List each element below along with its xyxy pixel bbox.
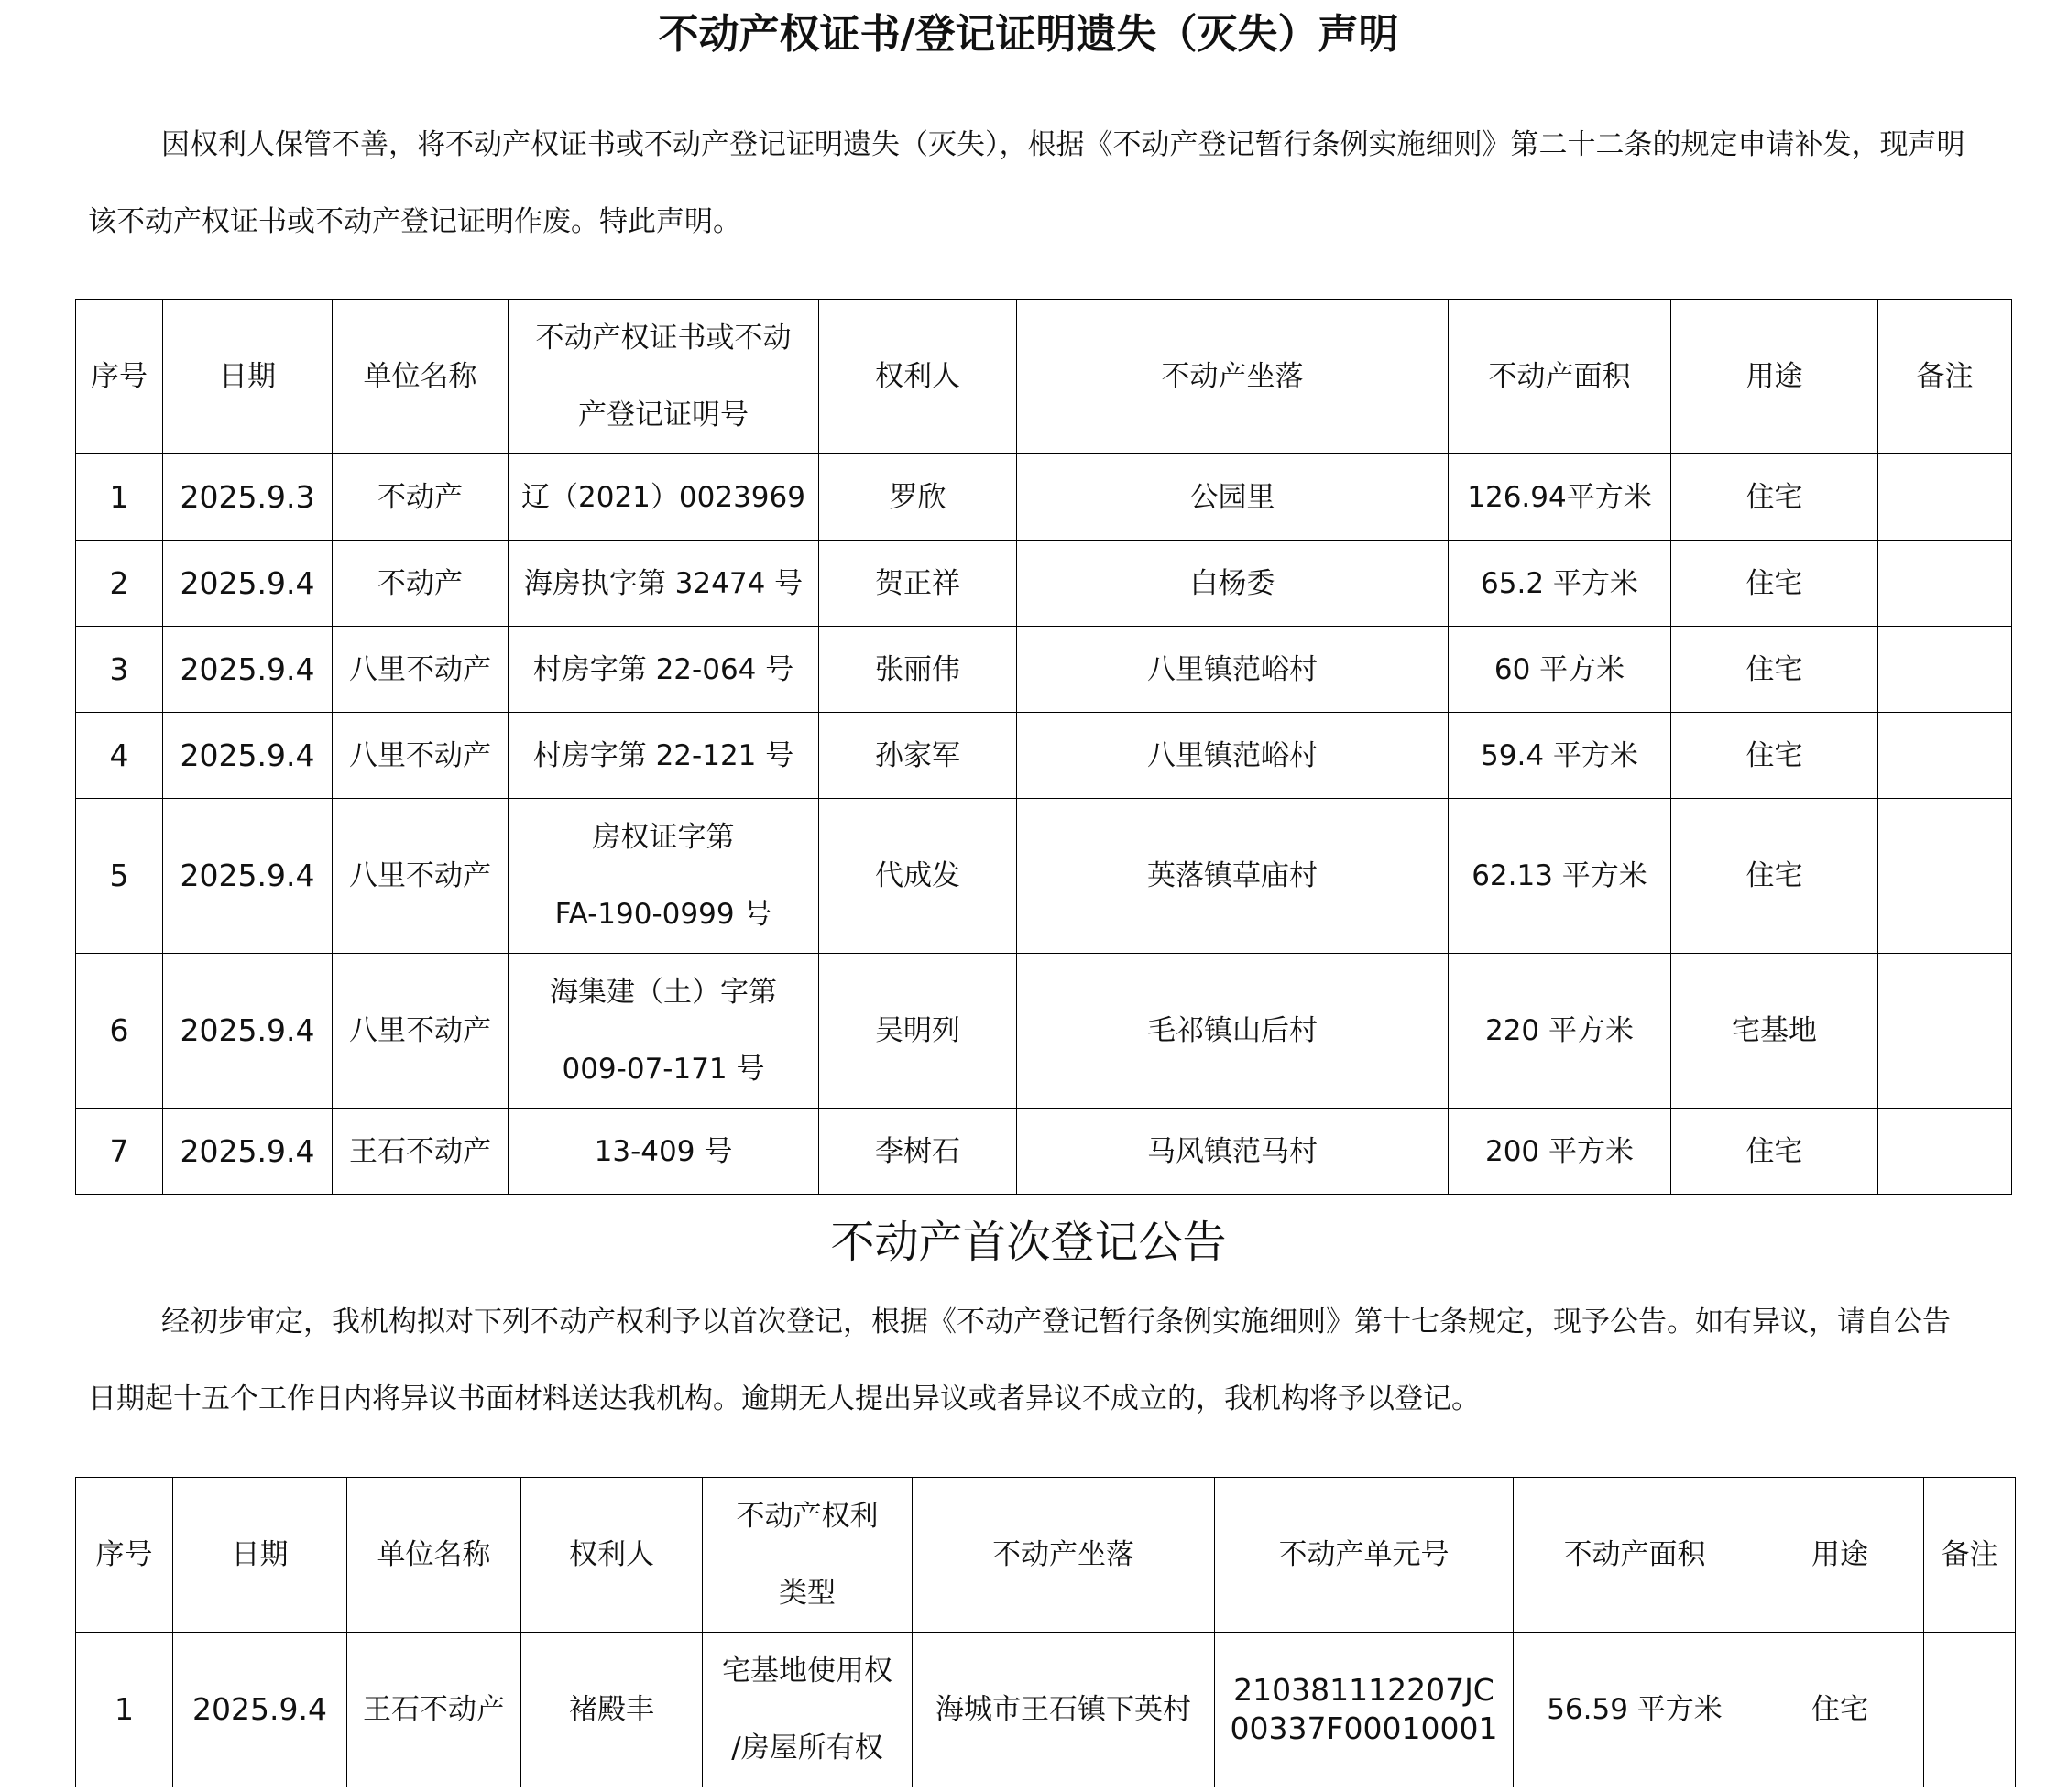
table-row — [76, 1633, 2016, 1787]
cell-cert — [509, 799, 819, 954]
header-area: 不动产面积 — [1514, 1478, 1756, 1633]
header-holder: 权利人 — [521, 1478, 703, 1633]
cell-holder: 代成发 — [819, 799, 1017, 954]
cell-use: 宅基地 — [1671, 954, 1878, 1109]
table-row — [76, 454, 2012, 541]
cell-seq: 1 — [76, 1633, 173, 1787]
header-location: 不动产坐落 — [913, 1478, 1215, 1633]
cell-date: 2025.9.4 — [163, 627, 333, 713]
header-date: 日期 — [163, 300, 333, 454]
table-row — [76, 799, 2012, 954]
cell-holder: 贺正祥 — [819, 541, 1017, 627]
header-location: 不动产坐落 — [1017, 300, 1449, 454]
cell-cert: 13-409 号 — [509, 1109, 819, 1195]
cell-area: 126.94平方米 — [1449, 454, 1671, 541]
header-area: 不动产面积 — [1449, 300, 1671, 454]
table-header-row — [76, 300, 2012, 454]
cell-unit: 不动产 — [333, 541, 509, 627]
cell-location: 海城市王石镇下英村 — [913, 1633, 1215, 1787]
announcement-paragraph: 经初步审定，我机构拟对下列不动产权利予以首次登记，根据《不动产登记暂行条例实施细则》第十七条规定，现予公告。如有异议，请自公告日期起十五个工作日内将异议书面材料送达我机构。逾期无人提出异议或者异议不成立的，我机构将予以登记。 — [88, 1306, 1951, 1415]
header-right-type-line2: 类型 — [779, 1577, 836, 1610]
cell-holder: 张丽伟 — [819, 627, 1017, 713]
cell-area: 220 平方米 — [1449, 954, 1671, 1109]
cell-remark — [1878, 541, 2012, 627]
cell-unit: 王石不动产 — [333, 1109, 509, 1195]
cell-seq: 3 — [76, 627, 163, 713]
cell-remark — [1924, 1633, 2016, 1787]
cell-cert-line1: 房权证字第 — [592, 821, 735, 854]
announcement-title: 不动产首次登记公告 — [830, 1217, 1227, 1268]
cell-remark — [1878, 713, 2012, 799]
header-seq: 序号 — [76, 300, 163, 454]
cell-remark — [1878, 799, 2012, 954]
header-unit: 单位名称 — [333, 300, 509, 454]
cell-right-type — [703, 1633, 913, 1787]
cell-unit-number — [1215, 1633, 1514, 1787]
table-row — [76, 1109, 2012, 1195]
cell-unit: 不动产 — [333, 454, 509, 541]
cell-use: 住宅 — [1671, 541, 1878, 627]
header-remark: 备注 — [1878, 300, 2012, 454]
cell-seq: 4 — [76, 713, 163, 799]
cell-cert-line1: 海集建（土）字第 — [550, 976, 777, 1009]
cell-date: 2025.9.4 — [163, 954, 333, 1109]
table-row — [76, 954, 2012, 1109]
cell-unit: 八里不动产 — [333, 627, 509, 713]
cell-use: 住宅 — [1671, 1109, 1878, 1195]
header-cert — [509, 300, 819, 454]
cell-cert: 海房执字第 32474 号 — [509, 541, 819, 627]
cell-use: 住宅 — [1756, 1633, 1924, 1787]
cell-cert-line2: FA-190-0999 号 — [554, 898, 772, 931]
cell-holder: 罗欣 — [819, 454, 1017, 541]
cell-unit: 八里不动产 — [333, 799, 509, 954]
cell-seq: 6 — [76, 954, 163, 1109]
cell-use: 住宅 — [1671, 799, 1878, 954]
cell-holder: 褚殿丰 — [521, 1633, 703, 1787]
header-use: 用途 — [1756, 1478, 1924, 1633]
header-cert-line1: 不动产权证书或不动 — [535, 322, 792, 355]
cell-unit-number-line1: 210381112207JC — [1233, 1672, 1494, 1708]
notice-title: 不动产权证书/登记证明遗失（灭失）声明 — [658, 11, 1399, 58]
cell-area: 59.4 平方米 — [1449, 713, 1671, 799]
cell-date: 2025.9.4 — [163, 541, 333, 627]
cell-seq: 2 — [76, 541, 163, 627]
cell-unit: 八里不动产 — [333, 954, 509, 1109]
cell-area: 56.59 平方米 — [1514, 1633, 1756, 1787]
cell-remark — [1878, 627, 2012, 713]
header-right-type — [703, 1478, 913, 1633]
cell-cert: 村房字第 22-064 号 — [509, 627, 819, 713]
cell-location: 白杨委 — [1017, 541, 1449, 627]
cell-date: 2025.9.3 — [163, 454, 333, 541]
cell-location: 八里镇范峪村 — [1017, 627, 1449, 713]
cell-right-type-line2: /房屋所有权 — [731, 1732, 883, 1765]
cell-seq: 7 — [76, 1109, 163, 1195]
table-header-row — [76, 1478, 2016, 1633]
cell-cert-line2: 009-07-171 号 — [562, 1053, 765, 1086]
cell-cert: 辽（2021）0023969 — [509, 454, 819, 541]
header-right-type-line1: 不动产权利 — [736, 1500, 879, 1533]
cell-date: 2025.9.4 — [173, 1633, 347, 1787]
lost-certificate-table — [75, 299, 2012, 1195]
cell-seq: 5 — [76, 799, 163, 954]
table-row — [76, 541, 2012, 627]
header-holder: 权利人 — [819, 300, 1017, 454]
header-date: 日期 — [173, 1478, 347, 1633]
cell-holder: 吴明列 — [819, 954, 1017, 1109]
cell-seq: 1 — [76, 454, 163, 541]
cell-date: 2025.9.4 — [163, 713, 333, 799]
cell-area: 62.13 平方米 — [1449, 799, 1671, 954]
cell-remark — [1878, 1109, 2012, 1195]
header-unit-number: 不动产单元号 — [1215, 1478, 1514, 1633]
header-seq: 序号 — [76, 1478, 173, 1633]
cell-holder: 孙家军 — [819, 713, 1017, 799]
cell-use: 住宅 — [1671, 713, 1878, 799]
header-unit: 单位名称 — [347, 1478, 521, 1633]
cell-cert: 村房字第 22-121 号 — [509, 713, 819, 799]
cell-date: 2025.9.4 — [163, 799, 333, 954]
cell-area: 65.2 平方米 — [1449, 541, 1671, 627]
cell-holder: 李树石 — [819, 1109, 1017, 1195]
cell-area: 60 平方米 — [1449, 627, 1671, 713]
cell-unit: 王石不动产 — [347, 1633, 521, 1787]
cell-location: 马风镇范马村 — [1017, 1109, 1449, 1195]
cell-unit: 八里不动产 — [333, 713, 509, 799]
cell-remark — [1878, 954, 2012, 1109]
cell-date: 2025.9.4 — [163, 1109, 333, 1195]
table-row — [76, 713, 2012, 799]
header-cert-line2: 产登记证明号 — [578, 399, 749, 432]
cell-area: 200 平方米 — [1449, 1109, 1671, 1195]
cell-use: 住宅 — [1671, 627, 1878, 713]
cell-location: 英落镇草庙村 — [1017, 799, 1449, 954]
cell-cert — [509, 954, 819, 1109]
cell-unit-number-line2: 00337F00010001 — [1230, 1710, 1498, 1746]
header-remark: 备注 — [1924, 1478, 2016, 1633]
notice-paragraph: 因权利人保管不善，将不动产权证书或不动产登记证明遗失（灭失），根据《不动产登记暂行条例实施细则》第二十二条的规定申请补发，现声明该不动产权证书或不动产登记证明作废。特此声明。 — [88, 128, 1965, 238]
cell-remark — [1878, 454, 2012, 541]
cell-location: 毛祁镇山后村 — [1017, 954, 1449, 1109]
first-registration-table — [75, 1477, 2016, 1787]
cell-location: 八里镇范峪村 — [1017, 713, 1449, 799]
table-row — [76, 627, 2012, 713]
cell-right-type-line1: 宅基地使用权 — [722, 1655, 892, 1688]
cell-use: 住宅 — [1671, 454, 1878, 541]
header-use: 用途 — [1671, 300, 1878, 454]
cell-location: 公园里 — [1017, 454, 1449, 541]
